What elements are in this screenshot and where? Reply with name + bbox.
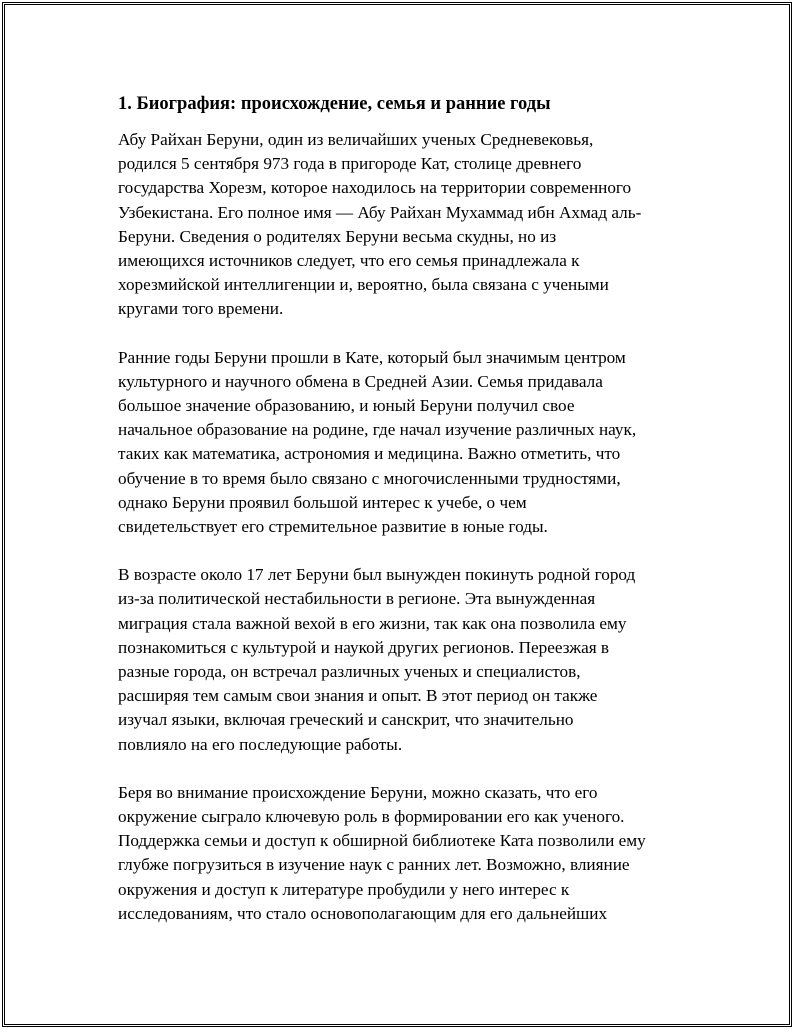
paragraph-line: Абу Райхан Беруни, один из величайших ученых Средневековья, [118,130,594,149]
paragraph-line: Ранние годы Беруни прошли в Кате, который был значимым центром [118,347,626,367]
paragraph-line: культурного и научного обмена в Средней Азии. Семья придавала [118,371,603,391]
paragraph-line: миграция стала важной вехой в его жизни, так как она позволила ему [118,613,627,633]
paragraph-line: исследованиям, что стало основополагающим для его дальнейших [118,903,608,923]
paragraph-line: Беря во внимание происхождение Беруни, можно сказать, что его [118,782,598,802]
paragraph-line: родился 5 сентября 973 года в пригороде Кат, столице древнего [118,154,582,174]
paragraph-line: большое значение образованию, и юный Беруни получил свое [118,396,575,416]
section-heading: 1. Биография: происхождение, семья и ранние годы [118,94,551,114]
paragraph-4 [118,781,688,926]
paragraph-line: окружения и доступ к литературе пробудили у него интерес к [118,879,570,899]
paragraph-line: В возрасте около 17 лет Беруни был вынужден покинуть родной город [118,565,636,585]
paragraph-line: разные города, он встречал различных ученых и специалистов, [118,662,581,682]
paragraph-line: свидетельствует его стремительное развитие в юные годы. [118,517,548,537]
paragraph-line: окружение сыграло ключевую роль в формировании его как ученого. [118,807,625,827]
paragraph-line: Поддержка семьи и доступ к обширной библиотеке Ката позволили ему [118,831,646,851]
paragraph-line: изучал языки, включая греческий и санскрит, что значительно [118,710,574,730]
paragraph-line: государства Хорезм, которое находилось на территории современного [118,178,632,198]
paragraph-line: из-за политической нестабильности в регионе. Эта вынужденная [118,589,596,609]
paragraph-2 [118,346,688,540]
paragraph-line: кругами того времени. [118,299,284,319]
paragraph-line: познакомиться с культурой и наукой других регионов. Переезжая в [118,637,610,657]
paragraph-3 [118,563,688,757]
paragraph-line: расширяя тем самым свои знания и опыт. В этот период он также [118,686,598,706]
paragraph-line: однако Беруни проявил большой интерес к учебе, о чем [118,492,527,512]
paragraph-line: обучение в то время было связано с многочисленными трудностями, [118,468,621,488]
paragraph-line: таких как математика, астрономия и медицина. Важно отметить, что [118,444,621,464]
paragraph-line: начальное образование на родине, где начал изучение различных наук, [118,420,637,440]
paragraph-1 [118,128,688,322]
paragraph-line: повлияло на его последующие работы. [118,734,403,754]
paragraph-line: Узбекистана. Его полное имя — Абу Райхан Мухаммад ибн Ахмад аль- [118,202,642,222]
paragraph-line: хорезмийской интеллигенции и, вероятно, была связана с учеными [118,275,609,295]
paragraph-line: имеющихся источников следует, что его семья принадлежала к [118,251,580,271]
paragraph-line: глубже погрузиться в изучение наук с ранних лет. Возможно, влияние [118,855,630,875]
paragraph-line: Беруни. Сведения о родителях Беруни весьма скудны, но из [118,226,557,246]
document-body [118,92,688,950]
